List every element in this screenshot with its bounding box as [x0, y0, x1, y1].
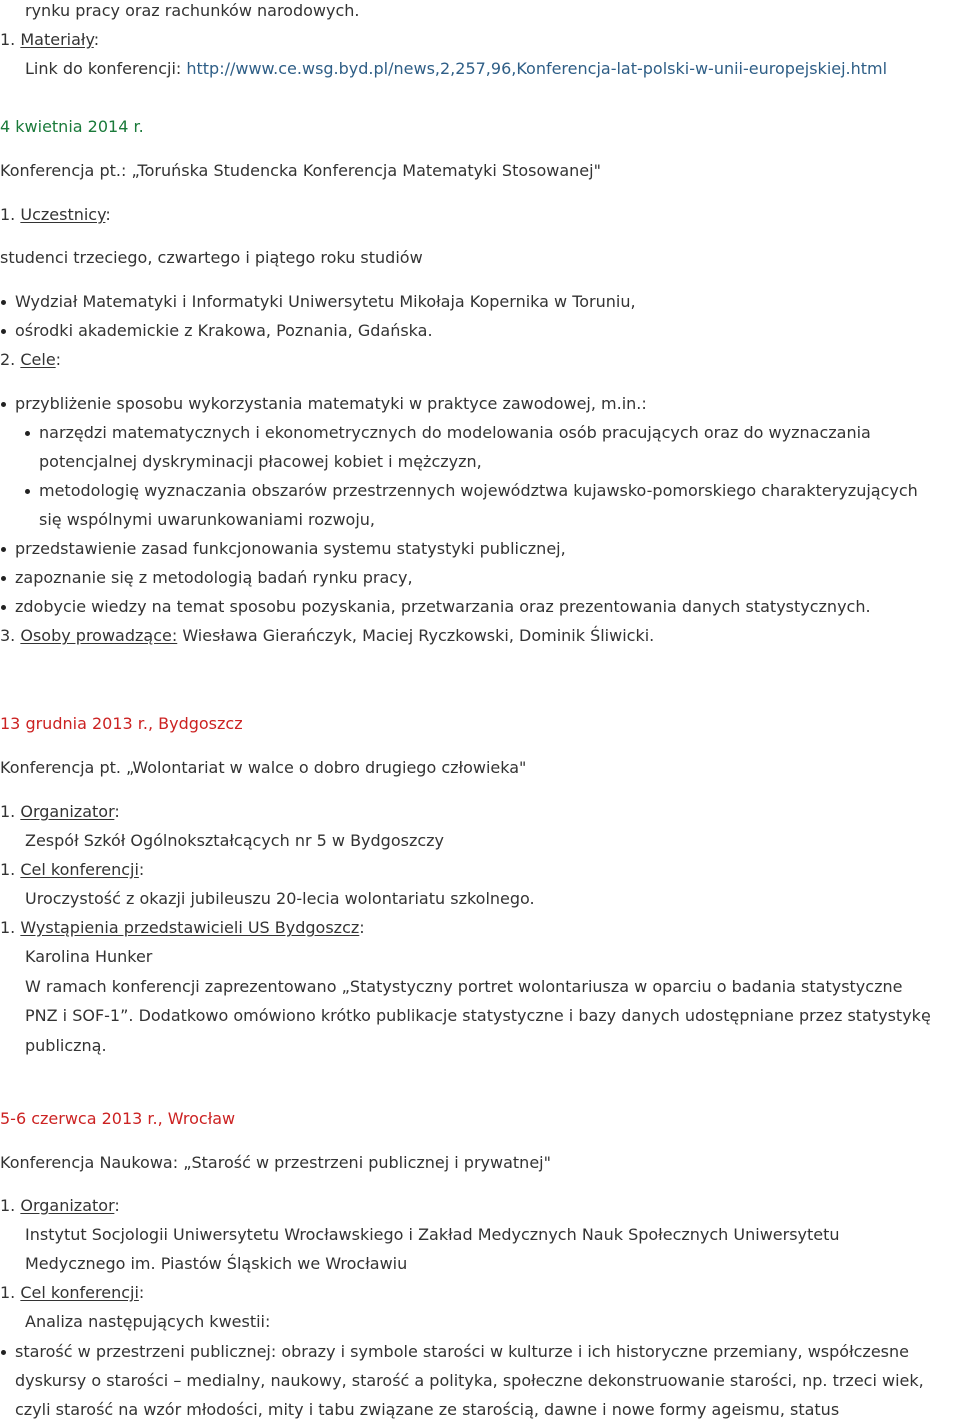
s3-organizer-text: Zespół Szkół Ogólnokształcących nr 5 w Bydgoszczy	[25, 831, 445, 850]
list-item: przedstawienie zasad funkcjonowania systemu statystyki publicznej,	[15, 539, 566, 558]
s2-goals-heading	[0, 349, 61, 371]
s4-organizer-heading	[0, 1195, 120, 1217]
list-item: zdobycie wiedzy na temat sposobu pozyskania, przetwarzania oraz prezentowania danych statystycznych.	[15, 597, 871, 616]
s3-date-line	[0, 713, 243, 735]
s3-organizer-heading	[0, 801, 120, 823]
s2-participants-label: Uczestnicy	[20, 205, 106, 224]
list-item: Wydział Matematyki i Informatyki Uniwersytetu Mikołaja Kopernika w Toruniu,	[15, 292, 636, 311]
list-item: przybliżenie sposobu wykorzystania matematyki w praktyce zawodowej, m.in.:	[15, 394, 647, 413]
s3-speeches-number: 1.	[0, 918, 16, 937]
s2-participants-colon: :	[105, 205, 111, 224]
s4-organizer-line: Medycznego im. Piastów Śląskich we Wrocławiu	[25, 1254, 408, 1273]
s2-leaders-line	[0, 625, 654, 647]
s3-goal-number: 1.	[0, 860, 16, 879]
s4-organizer-line: Instytut Socjologii Uniwersytetu Wrocławskiego i Zakład Medycznych Nauk Społecznych Uniwersytetu	[25, 1225, 840, 1244]
s2-date-text: 4 kwietnia 2014 r.	[0, 117, 144, 136]
s2-leaders-number: 3.	[0, 626, 16, 645]
list-item-continuation: czyli starość na wzór młodości, mity i tabu związane ze starością, dawne i nowe formy ageismu, status	[15, 1400, 840, 1419]
s4-organizer-label: Organizator	[20, 1196, 115, 1215]
s2-conference-title: Konferencja pt.: „Toruńska Studencka Konferencja Matematyki Stosowanej"	[0, 161, 601, 180]
list-item-continuation: dyskursy o starości – medialny, naukowy, starość a polityka, społeczne dekonstruowanie starości, np. trzeci wiek,	[15, 1371, 924, 1390]
s4-organizer-number: 1.	[0, 1196, 16, 1215]
s4-date-line	[0, 1108, 235, 1130]
s3-goal-label: Cel konferencji	[20, 860, 139, 879]
s4-conference-title: Konferencja Naukowa: „Starość w przestrzeni publicznej i prywatnej"	[0, 1153, 551, 1172]
s4-goal-label: Cel konferencji	[20, 1283, 139, 1302]
s4-organizer-colon: :	[114, 1196, 120, 1215]
list-item: narzędzi matematycznych i ekonometrycznych do modelowania osób pracujących oraz do wyznaczania	[39, 423, 871, 442]
materials-label: Materiały	[20, 30, 94, 49]
s2-date	[0, 116, 144, 138]
conference-link-line	[25, 58, 887, 80]
materials-number: 1.	[0, 30, 16, 49]
s3-desc-line: W ramach konferencji zaprezentowano „Statystyczny portret wolontariusza w oparciu o badania statystyczne	[25, 977, 903, 996]
s4-date: 5-6 czerwca 2013 r.	[0, 1109, 158, 1128]
s2-participants-heading	[0, 204, 111, 226]
s3-speeches-heading	[0, 917, 365, 939]
intro-text: rynku pracy oraz rachunków narodowych.	[25, 1, 360, 20]
s3-speaker: Karolina Hunker	[25, 947, 153, 966]
s3-desc-line: publiczną.	[25, 1036, 107, 1055]
s4-goal-colon: :	[138, 1283, 145, 1302]
s3-goal-text: Uroczystość z okazji jubileuszu 20-lecia wolontariatu szkolnego.	[25, 889, 535, 908]
s3-conference-title: Konferencja pt. „Wolontariat w walce o dobro drugiego człowieka"	[0, 758, 527, 777]
list-item: starość w przestrzeni publicznej: obrazy i symbole starości w kulturze i ich historyczne przemiany, współczesne	[15, 1342, 909, 1361]
conference-link-prefix: Link do konferencji:	[25, 59, 187, 78]
conference-link[interactable]: http://www.ce.wsg.byd.pl/news,2,257,96,Konferencja-lat-polski-w-unii-europejskiej.html	[186, 59, 888, 78]
s2-goals-label: Cele	[20, 350, 56, 369]
s4-goal-number: 1.	[0, 1283, 16, 1302]
s2-goals-number: 2.	[0, 350, 16, 369]
materials-heading	[0, 29, 99, 51]
s3-organizer-number: 1.	[0, 802, 16, 821]
s2-leaders-names: Wiesława Gierańczyk, Maciej Ryczkowski, Dominik Śliwicki.	[177, 626, 655, 645]
s3-date: 13 grudnia 2013 r.	[0, 714, 148, 733]
s4-city: , Wrocław	[157, 1109, 236, 1128]
s4-goal-text: Analiza następujących kwestii:	[25, 1312, 271, 1331]
s2-leaders-label: Osoby prowadzące:	[20, 626, 178, 645]
materials-colon: :	[93, 30, 100, 49]
s3-organizer-label: Organizator	[20, 802, 115, 821]
s3-speeches-colon: :	[359, 918, 365, 937]
s3-desc-line: PNZ i SOF-1”. Dodatkowo omówiono krótko publikacje statystyczne i bazy danych udostępniane przez statystykę	[25, 1006, 931, 1025]
s4-goal-heading	[0, 1282, 144, 1304]
s3-goal-heading	[0, 859, 144, 881]
s3-speeches-label: Wystąpienia przedstawicieli US Bydgoszcz	[20, 918, 360, 937]
s3-goal-colon: :	[138, 860, 145, 879]
list-item: ośrodki akademickie z Krakowa, Poznania, Gdańska.	[15, 321, 433, 340]
s3-organizer-colon: :	[114, 802, 120, 821]
s2-participants-number: 1.	[0, 205, 16, 224]
list-item: zapoznanie się z metodologią badań rynku pracy,	[15, 568, 413, 587]
s2-participants-text: studenci trzeciego, czwartego i piątego roku studiów	[0, 248, 423, 267]
s3-city: , Bydgoszcz	[147, 714, 243, 733]
list-item-continuation: potencjalnej dyskryminacji płacowej kobiet i mężczyzn,	[39, 452, 482, 471]
list-item: metodologię wyznaczania obszarów przestrzennych województwa kujawsko-pomorskiego charakteryzujących	[39, 481, 918, 500]
s2-goals-colon: :	[55, 350, 62, 369]
list-item-continuation: się wspólnymi uwarunkowaniami rozwoju,	[39, 510, 375, 529]
